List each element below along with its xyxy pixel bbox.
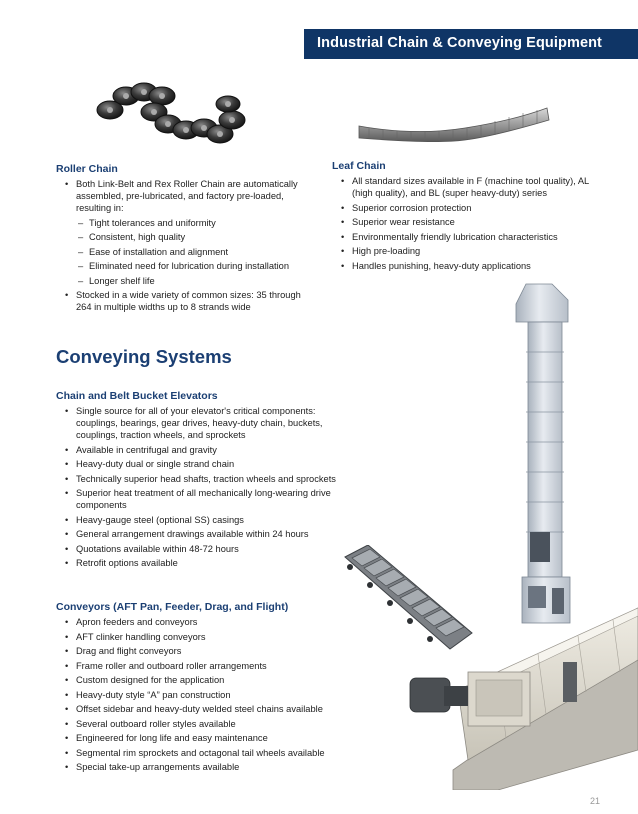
bucket-elevators-heading: Chain and Belt Bucket Elevators [56, 390, 218, 402]
list-item: • Segmental rim sprockets and octagonal tail wheels available [65, 747, 365, 759]
list-item: • Several outboard roller styles available [65, 718, 365, 730]
list-item: • Retrofit options available [65, 557, 343, 569]
list-item: • Handles punishing, heavy-duty applications [341, 260, 599, 272]
list-item: • Available in centrifugal and gravity [65, 444, 343, 456]
list-item: – Eliminated need for lubrication during installation [76, 260, 305, 272]
list-item: • Single source for all of your elevator's critical components: couplings, bearings, gear drives, heavy-duty chain, buckets, couplings, traction wheels, and sprockets [65, 405, 343, 441]
bucket-elevators-list [65, 405, 343, 572]
list-item: – Ease of installation and alignment [76, 246, 305, 258]
list-item: • Environmentally friendly lubrication characteristics [341, 231, 599, 243]
conveyors-heading: Conveyors (AFT Pan, Feeder, Drag, and Flight) [56, 601, 289, 613]
list-item: • Engineered for long life and easy maintenance [65, 732, 365, 744]
list-item: • Superior heat treatment of all mechanically long-wearing drive components [65, 487, 343, 511]
list-item: – Longer shelf life [76, 275, 305, 287]
list-item: • Custom designed for the application [65, 674, 365, 686]
list-item: • Offset sidebar and heavy-duty welded steel chains available [65, 703, 365, 715]
list-item: • Quotations available within 48-72 hours [65, 543, 343, 555]
leaf-chain-image [355, 102, 550, 142]
list-item: • General arrangement drawings available within 24 hours [65, 528, 343, 540]
list-item: – Tight tolerances and uniformity [76, 217, 305, 229]
leaf-chain-heading: Leaf Chain [332, 160, 386, 172]
drag-conveyor-image [398, 600, 638, 790]
roller-chain-image [92, 80, 252, 152]
list-item: • Drag and flight conveyors [65, 645, 365, 657]
list-item: • Superior corrosion protection [341, 202, 599, 214]
section-header-title: Industrial Chain & Conveying Equipment [317, 35, 602, 51]
list-item: • Heavy-duty dual or single strand chain [65, 458, 343, 470]
conveyors-list [65, 616, 365, 776]
list-item: • Stocked in a wide variety of common sizes: 35 through 264 in multiple widths up to 8 strands wide [65, 289, 305, 313]
list-item: • AFT clinker handling conveyors [65, 631, 365, 643]
list-item: • Superior wear resistance [341, 216, 599, 228]
list-item: • All standard sizes available in F (machine tool quality), AL (high quality), and BL (super heavy-duty) series [341, 175, 599, 199]
bucket-elevator-image [508, 282, 583, 627]
list-item: • Technically superior head shafts, traction wheels and sprockets [65, 473, 343, 485]
list-item: • Heavy-duty style “A” pan construction [65, 689, 365, 701]
page-number: 21 [590, 796, 601, 806]
section-header-bar [304, 29, 638, 59]
list-item: – Consistent, high quality [76, 231, 305, 243]
list-item: • Apron feeders and conveyors [65, 616, 365, 628]
list-item: • Frame roller and outboard roller arrangements [65, 660, 365, 672]
list-item: • Special take-up arrangements available [65, 761, 365, 773]
leaf-chain-list [341, 175, 599, 274]
list-item: • Both Link-Belt and Rex Roller Chain are automatically assembled, pre-lubricated, and factory pre-loaded, resulting in: – Tight tolerances and uniformity – Consistent, high quality – Ease of installation and alignment – Eliminated need for lubrication during installation – Longer shelf life [65, 178, 305, 287]
roller-chain-heading: Roller Chain [56, 163, 118, 175]
conveying-systems-title: Conveying Systems [56, 346, 232, 367]
roller-chain-list [65, 178, 305, 316]
roller-chain-sub-list [76, 217, 305, 287]
list-item: • Heavy-gauge steel (optional SS) casings [65, 514, 343, 526]
list-item: • High pre-loading [341, 245, 599, 257]
